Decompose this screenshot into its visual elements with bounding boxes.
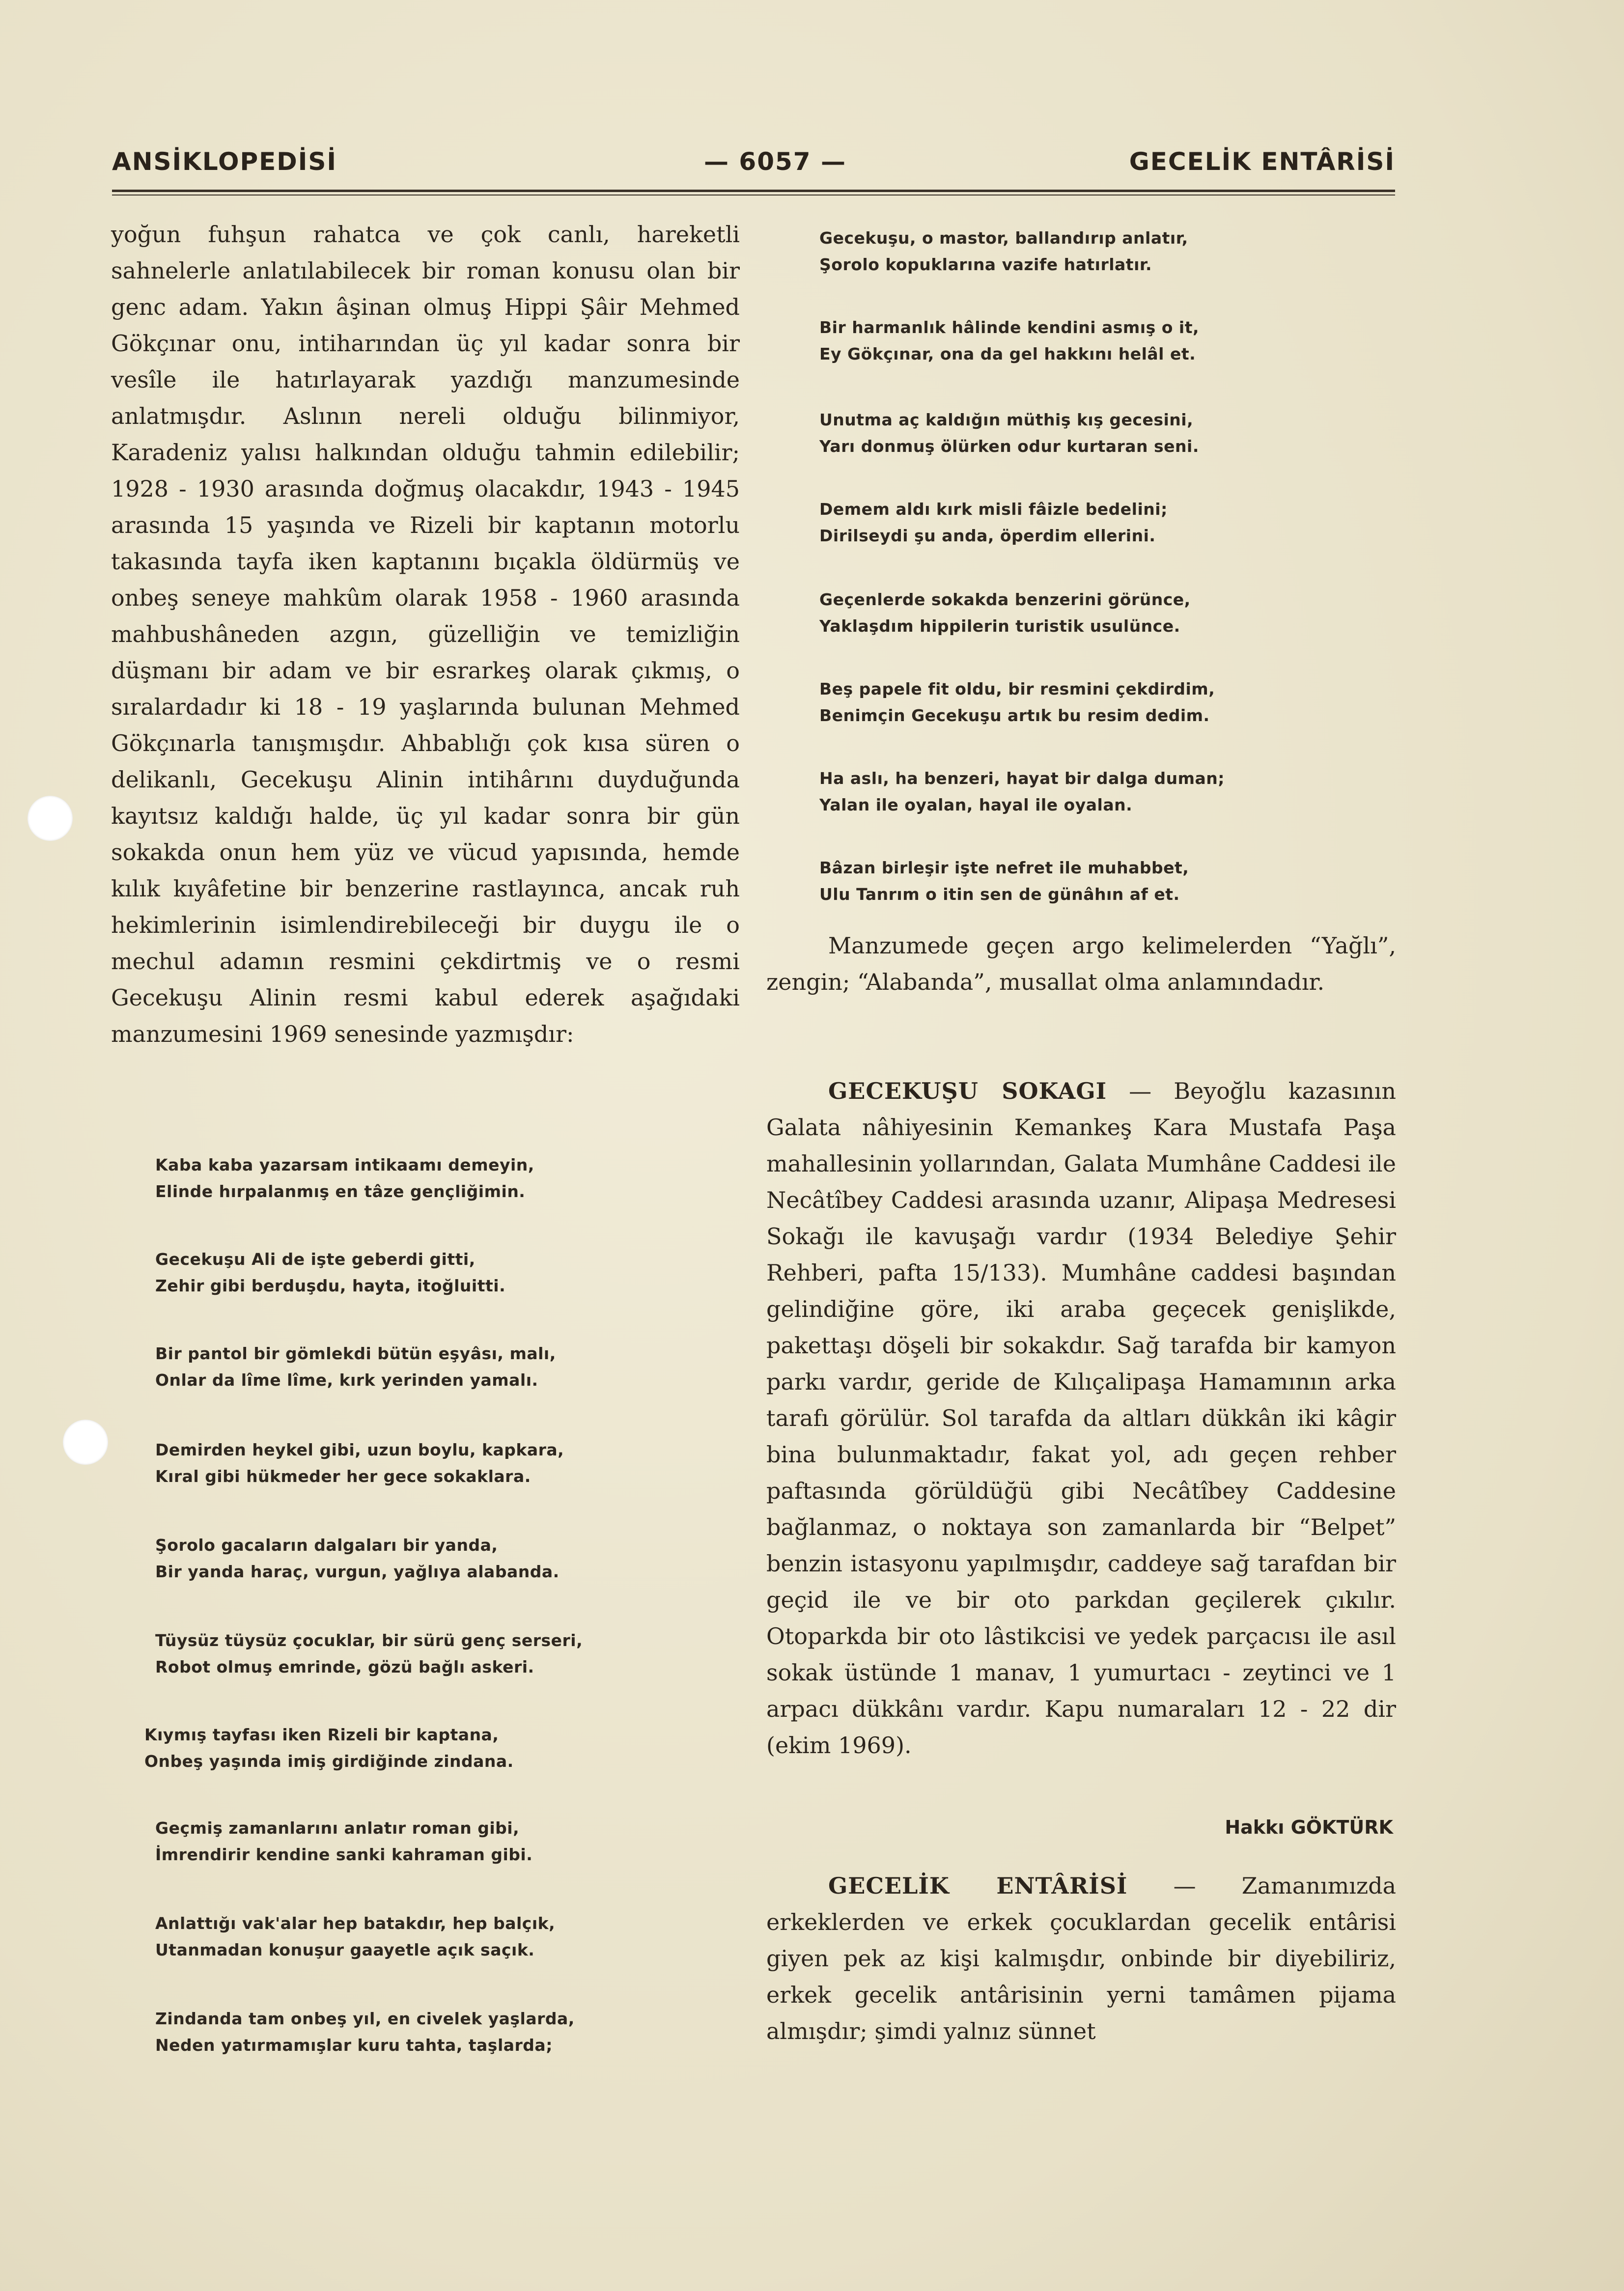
poem-line: Tüysüz tüysüz çocuklar, bir sürü genç serseri, — [155, 1631, 583, 1650]
poem-line: Benimçin Gecekuşu artık bu resim dedim. — [819, 706, 1210, 725]
poem-line: Zindanda tam onbeş yıl, en civelek yaşlarda, — [155, 2009, 575, 2028]
entry-paragraph — [766, 1868, 1396, 2049]
poem-stanza — [819, 225, 1188, 278]
poem-stanza — [819, 496, 1168, 549]
entry-paragraph — [766, 1073, 1396, 1763]
poem-line: Gecekuşu Ali de işte geberdi gitti, — [155, 1250, 476, 1269]
header-rule — [112, 190, 1395, 192]
entry-gecekusu-sokagi — [766, 1073, 1396, 1763]
poem-line: Geçmiş zamanlarını anlatır roman gibi, — [155, 1818, 520, 1838]
poem-stanza — [819, 855, 1189, 908]
poem-line: Utanmadan konuşur gaayetle açık saçık. — [155, 1940, 535, 1959]
left-intro-paragraph: yoğun fuhşun rahatca ve çok canlı, hareketli sahnelerle anlatılabilecek bir roman konusu olan bir genc adam. Yakın âşinan olmuş Hippi Şâir Mehmed Gökçınar onu, intiharından üç yıl kadar sonra bir vesîle ile hatırlayarak yazdığı manzumesinde anlatmışdır. Aslının nereli olduğu bilinmiyor, Karadeniz yalısı halkından olduğu tahmin edilebilir; 1928 - 1930 arasında doğmuş olacakdır, 1943 - 1945 arasında 15 yaşında ve Rizeli bir kaptanın motorlu takasında tayfa iken kaptanını bıçakla öldürmüş ve onbeş seneye mahkûm olarak 1958 - 1960 arasında mahbushâneden azgın, güzelliğin ve temizliğin düşmanı bir adam ve bir esrarkeş olarak çıkmış, o sıralardadır ki 18 - 19 yaşlarında bulunan Mehmed Gökçınarla tanışmışdır. Ahbablığı çok kısa süren o delikanlı, Gecekuşu Alinin intihârını duyduğunda kayıtsız kaldığı halde, üç yıl kadar sonra bir gün sokakda onun hem yüz ve vücud yapısında, hemde kılık kıyâfetine bir benzerine rastlayınca, ancak ruh hekimlerinin isimlendirebileceği bir duygu ile o mechul adamın resmini çekdirtmiş ve o resmi Gecekuşu Alinin resmi kabul ederek aşağıdaki manzumesini 1969 senesinde yazmışdır: — [111, 221, 740, 1047]
author-signature: Hakkı GÖKTÜRK — [1225, 1816, 1393, 1838]
poem-stanza — [819, 587, 1191, 640]
page-number: — 6057 — — [704, 147, 846, 176]
page-header — [112, 147, 1395, 182]
poem-line: İmrendirir kendine sanki kahraman gibi. — [155, 1845, 533, 1864]
poem-stanza — [155, 1152, 534, 1205]
header-left-title: ANSİKLOPEDİSİ — [112, 147, 337, 176]
poem-line: Bir harmanlık hâlinde kendini asmış o it, — [819, 318, 1200, 337]
header-right-title: GECELİK ENTÂRİSİ — [1129, 147, 1395, 176]
poem-line: Elinde hırpalanmış en tâze gençliğimin. — [155, 1182, 526, 1201]
poem-line: Bâzan birleşir işte nefret ile muhabbet, — [819, 858, 1189, 877]
poem-stanza — [155, 2006, 575, 2059]
poem-line: Gecekuşu, o mastor, ballandırıp anlatır, — [819, 228, 1188, 248]
poem-line: Anlattığı vak'alar hep batakdır, hep balçık, — [155, 1914, 556, 1933]
entry-title: GECEKUŞU SOKAGI — [828, 1078, 1107, 1104]
poem-line: Ulu Tanrım o itin sen de günâhın af et. — [819, 885, 1180, 904]
binder-hole-bottom — [63, 1420, 108, 1465]
poem-line: Şorolo kopuklarına vazife hatırlatır. — [819, 255, 1152, 274]
poem-line: Dirilseydi şu anda, öperdim ellerini. — [819, 526, 1156, 545]
entry-body: — Zamanımızda erkeklerden ve erkek çocuklardan gecelik entârisi giyen pek az kişi kalmışdır, onbinde bir diyebiliriz, erkek gecelik antârisinin yerni tamâmen pijama almışdır; şimdi yalnız sünnet — [766, 1872, 1397, 2044]
poem-line: Yaklaşdım hippilerin turistik usulünce. — [819, 616, 1180, 636]
poem-stanza — [819, 765, 1225, 818]
poem-line: Kıral gibi hükmeder her gece sokaklara. — [155, 1467, 531, 1486]
poem-stanza — [155, 1815, 532, 1868]
poem-stanza — [155, 1437, 564, 1490]
entry-body: — Beyoğlu kazasının Galata nâhiyesinin Kemankeş Kara Mustafa Paşa mahallesinin yollarından, Galata Mumhâne Caddesi ile Necâtîbey Caddesi arasında uzanır, Alipaşa Medresesi Sokağı ile kavuşağı vardır (1934 Belediye Şehir Rehberi, pafta 15/133). Mumhâne caddesi başından gelindiğine göre, iki araba geçecek genişlikde, pakettaşı döşeli bir sokakdır. Sağ tarafda bir kamyon parkı vardır, geride de Kılıçalipaşa Hamamının arka tarafı görülür. Sol tarafda da altları dükkân iki kâgir bina bulunmaktadır, fakat yol, adı geçen rehber paftasında görüldüğü gibi Necâtîbey Caddesine bağlanmaz, o noktaya son zamanlarda bir “Belpet” benzin istasyonu yapılmışdır, caddeye sağ tarafdan bir geçid ile ve bir oto parkdan geçilerek çıkılır. Otoparkda bir oto lâstikcisi ve yedek parçacısı ile asıl sokak üstünde 1 manav, 1 yumurtacı - zeytinci ve 1 arpacı dükkânı vardır. Kapu numaraları 12 - 22 dir (ekim 1969). — [766, 1078, 1396, 1759]
poem-stanza — [155, 1246, 505, 1299]
left-column — [111, 216, 740, 1052]
poem-line: Bir pantol bir gömlekdi bütün eşyâsı, malı, — [155, 1344, 556, 1363]
poem-stanza — [144, 1722, 514, 1775]
poem-line: Onlar da lîme lîme, kırk yerinden yamalı. — [155, 1370, 538, 1390]
poem-line: Zehir gibi berduşdu, hayta, itoğluitti. — [155, 1276, 506, 1295]
poem-line: Bir yanda haraç, vurgun, yağlıya alabanda. — [155, 1562, 560, 1581]
right-column-text — [766, 927, 1396, 1000]
poem-stanza — [819, 676, 1215, 729]
entry-title: GECELİK ENTÂRİSİ — [828, 1872, 1128, 1899]
poem-line: Robot olmuş emrinde, gözü bağlı askeri. — [155, 1657, 534, 1676]
poem-line: Unutma aç kaldığın müthiş kış gecesini, — [819, 410, 1194, 429]
poem-line: Kaba kaba yazarsam intikaamı demeyin, — [155, 1155, 534, 1174]
poem-line: Yalan ile oyalan, hayal ile oyalan. — [819, 795, 1133, 814]
poem-line: Şorolo gacaların dalgaları bir yanda, — [155, 1536, 498, 1555]
poem-stanza — [155, 1910, 555, 1963]
poem-line: Kıymış tayfası iken Rizeli bir kaptana, — [144, 1725, 499, 1744]
poem-line: Neden yatırmamışlar kuru tahta, taşlarda; — [155, 2036, 553, 2055]
poem-note-paragraph: Manzumede geçen argo kelimelerden “Yağlı”, zengin; “Alabanda”, musallat olma anlamındadır. — [766, 932, 1396, 995]
poem-stanza — [819, 314, 1199, 367]
poem-line: Ey Gökçınar, ona da gel hakkını helâl et. — [819, 344, 1196, 363]
poem-line: Yarı donmuş ölürken odur kurtaran seni. — [819, 437, 1199, 456]
binder-hole-top — [28, 796, 73, 841]
poem-line: Demirden heykel gibi, uzun boylu, kapkara, — [155, 1440, 564, 1459]
poem-line: Onbeş yaşında imiş girdiğinde zindana. — [144, 1752, 514, 1771]
poem-stanza — [155, 1532, 560, 1585]
poem-stanza — [155, 1627, 583, 1680]
entry-gecelik-entarisi — [766, 1868, 1396, 2049]
poem-line: Geçenlerde sokakda benzerini görünce, — [819, 590, 1191, 609]
poem-line: Beş papele fit oldu, bir resmini çekdirdim, — [819, 679, 1215, 698]
poem-line: Demem aldı kırk misli fâizle bedelini; — [819, 500, 1168, 519]
header-rule-thin — [112, 195, 1395, 196]
poem-stanza — [819, 407, 1199, 460]
poem-stanza — [155, 1341, 556, 1394]
poem-line: Ha aslı, ha benzeri, hayat bir dalga duman; — [819, 769, 1225, 788]
